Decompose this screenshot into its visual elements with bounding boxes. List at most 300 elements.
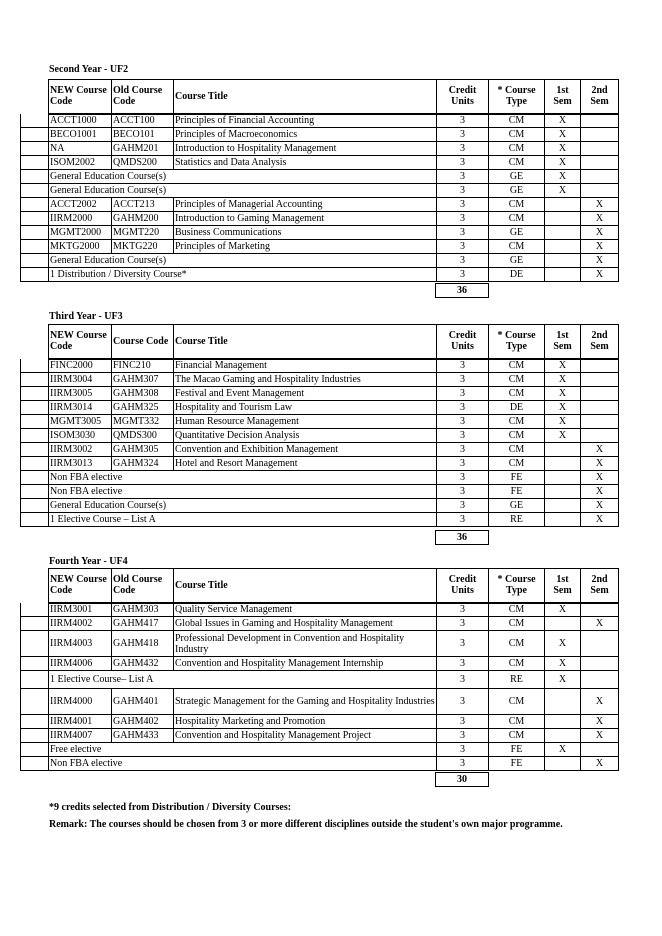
credit-units: 3 — [437, 128, 489, 142]
row-indent — [21, 457, 49, 471]
row-indent — [21, 114, 49, 128]
table-header-row — [21, 80, 619, 114]
row-indent — [21, 689, 49, 715]
first-sem-mark — [545, 617, 581, 631]
header-course-type: * Course Type — [489, 325, 545, 359]
row-indent — [21, 359, 49, 373]
table-row — [21, 603, 619, 617]
old-course-code: GAHM307 — [112, 373, 174, 387]
first-sem-mark: X — [545, 359, 581, 373]
new-course-code: IIRM3002 — [49, 443, 112, 457]
credit-units: 3 — [437, 671, 489, 689]
header-blank — [21, 569, 49, 603]
first-sem-mark — [545, 513, 581, 527]
course-title: Business Communications — [174, 226, 437, 240]
credit-units: 3 — [437, 617, 489, 631]
course-description: General Education Course(s) — [49, 184, 437, 198]
course-title: Principles of Macroeconomics — [174, 128, 437, 142]
row-indent — [21, 387, 49, 401]
table-row — [21, 156, 619, 170]
new-course-code: IIRM3013 — [49, 457, 112, 471]
new-course-code: IIRM3014 — [49, 401, 112, 415]
table-row — [21, 359, 619, 373]
row-indent — [21, 170, 49, 184]
credit-units: 3 — [437, 689, 489, 715]
row-indent — [21, 603, 49, 617]
course-type: CM — [489, 387, 545, 401]
first-sem-mark: X — [545, 631, 581, 657]
course-type: GE — [489, 170, 545, 184]
first-sem-mark — [545, 471, 581, 485]
new-course-code: IIRM4003 — [49, 631, 112, 657]
course-type: GE — [489, 226, 545, 240]
table-row — [21, 401, 619, 415]
credit-units: 3 — [437, 401, 489, 415]
header-new-code: NEW Course Code — [49, 569, 112, 603]
old-course-code: GAHM201 — [112, 142, 174, 156]
course-description: General Education Course(s) — [49, 170, 437, 184]
credit-units: 3 — [437, 603, 489, 617]
table-row — [21, 429, 619, 443]
course-description: Free elective — [49, 743, 437, 757]
footnote-distribution: *9 credits selected from Distribution / Diversity Courses: — [49, 802, 292, 813]
old-course-code: GAHM305 — [112, 443, 174, 457]
header-course-type: * Course Type — [489, 569, 545, 603]
new-course-code: MKTG2000 — [49, 240, 112, 254]
old-course-code: GAHM401 — [112, 689, 174, 715]
row-indent — [21, 617, 49, 631]
row-indent — [21, 128, 49, 142]
old-course-code: GAHM303 — [112, 603, 174, 617]
credit-units: 3 — [437, 254, 489, 268]
second-sem-mark: X — [581, 513, 619, 527]
first-sem-mark — [545, 715, 581, 729]
course-type: DE — [489, 401, 545, 415]
old-course-code: GAHM402 — [112, 715, 174, 729]
header-second-sem: 2nd Sem — [581, 569, 619, 603]
credit-units: 3 — [437, 443, 489, 457]
header-new-code: NEW Course Code — [49, 80, 112, 114]
old-course-code: GAHM418 — [112, 631, 174, 657]
row-indent — [21, 373, 49, 387]
second-sem-mark: X — [581, 471, 619, 485]
credit-units: 3 — [437, 226, 489, 240]
course-title: Introduction to Gaming Management — [174, 212, 437, 226]
new-course-code: IIRM3004 — [49, 373, 112, 387]
second-sem-mark — [581, 359, 619, 373]
table-row — [21, 485, 619, 499]
header-second-sem: 2nd Sem — [581, 80, 619, 114]
table-row — [21, 457, 619, 471]
second-sem-mark — [581, 156, 619, 170]
new-course-code: IIRM4007 — [49, 729, 112, 743]
course-title: Quality Service Management — [174, 603, 437, 617]
table-row — [21, 226, 619, 240]
header-credit-units: Credit Units — [437, 325, 489, 359]
table-row — [21, 114, 619, 128]
course-title: The Macao Gaming and Hospitality Industries — [174, 373, 437, 387]
course-description: Non FBA elective — [49, 757, 437, 771]
course-title: Introduction to Hospitality Management — [174, 142, 437, 156]
header-course-title: Course Title — [174, 569, 437, 603]
new-course-code: IIRM4006 — [49, 657, 112, 671]
header-course-type: * Course Type — [489, 80, 545, 114]
new-course-code: ISOM3030 — [49, 429, 112, 443]
course-title: Convention and Hospitality Management Project — [174, 729, 437, 743]
row-indent — [21, 226, 49, 240]
row-indent — [21, 443, 49, 457]
header-blank — [21, 80, 49, 114]
row-indent — [21, 743, 49, 757]
second-sem-mark — [581, 142, 619, 156]
second-sem-mark — [581, 429, 619, 443]
row-indent — [21, 401, 49, 415]
header-first-sem: 1st Sem — [545, 569, 581, 603]
row-indent — [21, 631, 49, 657]
first-sem-mark: X — [545, 415, 581, 429]
course-type: FE — [489, 485, 545, 499]
table-row — [21, 170, 619, 184]
credit-units: 3 — [437, 657, 489, 671]
first-sem-mark — [545, 457, 581, 471]
course-title: Hotel and Resort Management — [174, 457, 437, 471]
table-row — [21, 443, 619, 457]
credit-units: 3 — [437, 415, 489, 429]
course-title: Global Issues in Gaming and Hospitality Management — [174, 617, 437, 631]
section-title: Second Year - UF2 — [49, 64, 129, 75]
course-description: General Education Course(s) — [49, 499, 437, 513]
new-course-code: MGMT3005 — [49, 415, 112, 429]
table-row — [21, 657, 619, 671]
course-type: GE — [489, 254, 545, 268]
first-sem-mark: X — [545, 373, 581, 387]
row-indent — [21, 729, 49, 743]
table-row — [21, 415, 619, 429]
row-indent — [21, 671, 49, 689]
course-type: CM — [489, 373, 545, 387]
table-row — [21, 513, 619, 527]
old-course-code: BECO101 — [112, 128, 174, 142]
first-sem-mark: X — [545, 429, 581, 443]
credit-units: 3 — [437, 457, 489, 471]
new-course-code: ACCT1000 — [49, 114, 112, 128]
table-row — [21, 254, 619, 268]
credit-total: 36 — [435, 283, 489, 298]
header-credit-units: Credit Units — [437, 80, 489, 114]
first-sem-mark: X — [545, 142, 581, 156]
credit-units: 3 — [437, 268, 489, 282]
course-description: 1 Elective Course – List A — [49, 513, 437, 527]
old-course-code: MKTG220 — [112, 240, 174, 254]
course-description: General Education Course(s) — [49, 254, 437, 268]
course-type: CM — [489, 603, 545, 617]
table-row — [21, 184, 619, 198]
first-sem-mark: X — [545, 114, 581, 128]
course-type: CM — [489, 689, 545, 715]
old-course-code: ACCT100 — [112, 114, 174, 128]
table-row — [21, 689, 619, 715]
credit-units: 3 — [437, 142, 489, 156]
second-sem-mark — [581, 743, 619, 757]
first-sem-mark — [545, 729, 581, 743]
table-row — [21, 128, 619, 142]
course-description: Non FBA elective — [49, 485, 437, 499]
first-sem-mark: X — [545, 743, 581, 757]
first-sem-mark: X — [545, 657, 581, 671]
course-title: Professional Development in Convention and Hospitality Industry — [174, 631, 437, 657]
course-type: GE — [489, 499, 545, 513]
first-sem-mark — [545, 212, 581, 226]
old-course-code: QMDS200 — [112, 156, 174, 170]
row-indent — [21, 429, 49, 443]
course-description: 1 Distribution / Diversity Course* — [49, 268, 437, 282]
new-course-code: ACCT2002 — [49, 198, 112, 212]
course-type: CM — [489, 128, 545, 142]
course-description: 1 Elective Course– List A — [49, 671, 437, 689]
credit-units: 3 — [437, 156, 489, 170]
course-title: Principles of Managerial Accounting — [174, 198, 437, 212]
second-sem-mark: X — [581, 443, 619, 457]
first-sem-mark — [545, 198, 581, 212]
second-sem-mark: X — [581, 268, 619, 282]
table-row — [21, 268, 619, 282]
new-course-code: ISOM2002 — [49, 156, 112, 170]
table-row — [21, 373, 619, 387]
credit-units: 3 — [437, 743, 489, 757]
course-type: RE — [489, 513, 545, 527]
new-course-code: NA — [49, 142, 112, 156]
course-title: Convention and Hospitality Management Internship — [174, 657, 437, 671]
second-sem-mark — [581, 401, 619, 415]
course-type: FE — [489, 757, 545, 771]
table-row — [21, 757, 619, 771]
first-sem-mark: X — [545, 156, 581, 170]
course-type: CM — [489, 729, 545, 743]
second-sem-mark — [581, 373, 619, 387]
row-indent — [21, 240, 49, 254]
second-sem-mark — [581, 184, 619, 198]
first-sem-mark — [545, 485, 581, 499]
first-sem-mark: X — [545, 671, 581, 689]
new-course-code: IIRM3005 — [49, 387, 112, 401]
second-sem-mark: X — [581, 499, 619, 513]
new-course-code: IIRM4002 — [49, 617, 112, 631]
row-indent — [21, 485, 49, 499]
old-course-code: FINC210 — [112, 359, 174, 373]
old-course-code: ACCT213 — [112, 198, 174, 212]
row-indent — [21, 657, 49, 671]
course-title: Festival and Event Management — [174, 387, 437, 401]
course-type: CM — [489, 631, 545, 657]
credit-units: 3 — [437, 513, 489, 527]
second-sem-mark: X — [581, 212, 619, 226]
header-course-title: Course Title — [174, 325, 437, 359]
header-blank — [21, 325, 49, 359]
second-sem-mark: X — [581, 617, 619, 631]
row-indent — [21, 198, 49, 212]
new-course-code: BECO1001 — [49, 128, 112, 142]
course-type: CM — [489, 198, 545, 212]
header-credit-units: Credit Units — [437, 569, 489, 603]
second-sem-mark — [581, 671, 619, 689]
course-title: Financial Management — [174, 359, 437, 373]
new-course-code: FINC2000 — [49, 359, 112, 373]
second-sem-mark — [581, 657, 619, 671]
row-indent — [21, 212, 49, 226]
second-sem-mark — [581, 603, 619, 617]
table-row — [21, 240, 619, 254]
table-row — [21, 212, 619, 226]
course-type: CM — [489, 617, 545, 631]
second-sem-mark — [581, 170, 619, 184]
table-row — [21, 715, 619, 729]
credit-units: 3 — [437, 729, 489, 743]
course-title: Convention and Exhibition Management — [174, 443, 437, 457]
course-type: CM — [489, 212, 545, 226]
second-sem-mark: X — [581, 689, 619, 715]
footnote-remark: Remark: The courses should be chosen from 3 or more different disciplines outside the student's own major programme. — [49, 819, 563, 830]
header-first-sem: 1st Sem — [545, 325, 581, 359]
credit-units: 3 — [437, 170, 489, 184]
old-course-code: QMDS300 — [112, 429, 174, 443]
credit-units: 3 — [437, 499, 489, 513]
header-old-code: Course Code — [112, 325, 174, 359]
section-title: Third Year - UF3 — [49, 311, 123, 322]
table-row — [21, 671, 619, 689]
course-type: CM — [489, 415, 545, 429]
second-sem-mark — [581, 631, 619, 657]
row-indent — [21, 471, 49, 485]
header-old-code: Old Course Code — [112, 569, 174, 603]
course-type: DE — [489, 268, 545, 282]
table-row — [21, 729, 619, 743]
first-sem-mark: X — [545, 128, 581, 142]
credit-units: 3 — [437, 373, 489, 387]
course-title: Hospitality Marketing and Promotion — [174, 715, 437, 729]
table-row — [21, 631, 619, 657]
first-sem-mark — [545, 443, 581, 457]
credit-units: 3 — [437, 471, 489, 485]
header-new-code: NEW Course Code — [49, 325, 112, 359]
course-type: CM — [489, 156, 545, 170]
old-course-code: GAHM308 — [112, 387, 174, 401]
course-title: Human Resource Management — [174, 415, 437, 429]
row-indent — [21, 513, 49, 527]
old-course-code: GAHM200 — [112, 212, 174, 226]
course-title: Statistics and Data Analysis — [174, 156, 437, 170]
course-type: CM — [489, 359, 545, 373]
course-type: CM — [489, 429, 545, 443]
second-sem-mark: X — [581, 485, 619, 499]
table-row — [21, 743, 619, 757]
course-type: CM — [489, 240, 545, 254]
second-sem-mark — [581, 415, 619, 429]
second-sem-mark: X — [581, 226, 619, 240]
row-indent — [21, 156, 49, 170]
first-sem-mark: X — [545, 401, 581, 415]
course-title: Principles of Marketing — [174, 240, 437, 254]
first-sem-mark: X — [545, 603, 581, 617]
new-course-code: MGMT2000 — [49, 226, 112, 240]
second-sem-mark — [581, 114, 619, 128]
course-table — [20, 79, 619, 282]
table-row — [21, 142, 619, 156]
credit-units: 3 — [437, 240, 489, 254]
credit-units: 3 — [437, 198, 489, 212]
table-header-row — [21, 569, 619, 603]
new-course-code: IIRM4000 — [49, 689, 112, 715]
first-sem-mark — [545, 226, 581, 240]
first-sem-mark: X — [545, 184, 581, 198]
course-type: FE — [489, 471, 545, 485]
course-type: CM — [489, 457, 545, 471]
course-title: Quantitative Decision Analysis — [174, 429, 437, 443]
second-sem-mark: X — [581, 457, 619, 471]
credit-units: 3 — [437, 387, 489, 401]
second-sem-mark — [581, 128, 619, 142]
old-course-code: GAHM432 — [112, 657, 174, 671]
first-sem-mark: X — [545, 170, 581, 184]
first-sem-mark — [545, 254, 581, 268]
credit-units: 3 — [437, 184, 489, 198]
course-description: Non FBA elective — [49, 471, 437, 485]
credit-total: 36 — [435, 530, 489, 545]
new-course-code: IIRM3001 — [49, 603, 112, 617]
first-sem-mark — [545, 499, 581, 513]
credit-units: 3 — [437, 212, 489, 226]
table-row — [21, 471, 619, 485]
course-type: CM — [489, 142, 545, 156]
header-second-sem: 2nd Sem — [581, 325, 619, 359]
row-indent — [21, 142, 49, 156]
old-course-code: GAHM433 — [112, 729, 174, 743]
table-row — [21, 387, 619, 401]
old-course-code: GAHM417 — [112, 617, 174, 631]
new-course-code: IIRM2000 — [49, 212, 112, 226]
header-old-code: Old Course Code — [112, 80, 174, 114]
course-table — [20, 568, 619, 771]
table-row — [21, 198, 619, 212]
second-sem-mark: X — [581, 198, 619, 212]
course-type: RE — [489, 671, 545, 689]
credit-units: 3 — [437, 485, 489, 499]
credit-units: 3 — [437, 715, 489, 729]
credit-units: 3 — [437, 114, 489, 128]
first-sem-mark — [545, 689, 581, 715]
first-sem-mark — [545, 757, 581, 771]
second-sem-mark: X — [581, 729, 619, 743]
course-type: GE — [489, 184, 545, 198]
second-sem-mark — [581, 387, 619, 401]
credit-units: 3 — [437, 757, 489, 771]
course-type: CM — [489, 443, 545, 457]
header-first-sem: 1st Sem — [545, 80, 581, 114]
row-indent — [21, 415, 49, 429]
row-indent — [21, 715, 49, 729]
old-course-code: GAHM324 — [112, 457, 174, 471]
table-row — [21, 617, 619, 631]
row-indent — [21, 268, 49, 282]
course-title: Strategic Management for the Gaming and Hospitality Industries — [174, 689, 437, 715]
first-sem-mark: X — [545, 387, 581, 401]
new-course-code: IIRM4001 — [49, 715, 112, 729]
course-table — [20, 324, 619, 527]
second-sem-mark: X — [581, 757, 619, 771]
course-title: Principles of Financial Accounting — [174, 114, 437, 128]
table-header-row — [21, 325, 619, 359]
course-type: CM — [489, 715, 545, 729]
credit-total: 30 — [435, 772, 489, 787]
